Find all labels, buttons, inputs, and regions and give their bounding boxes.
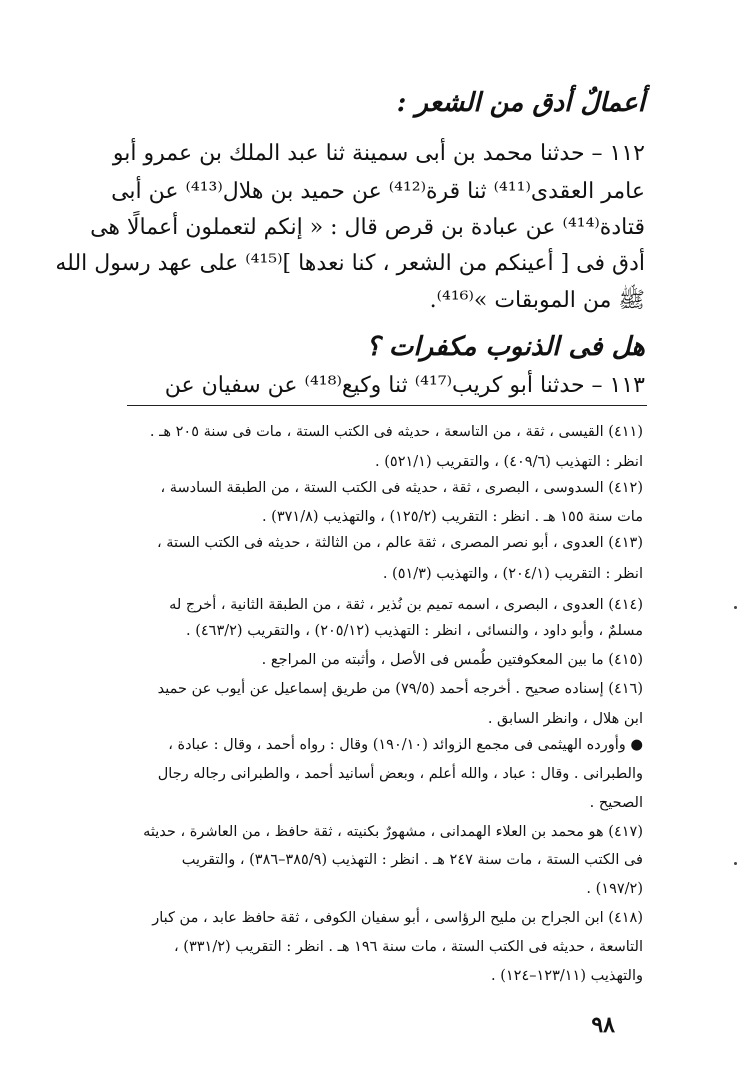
footnote-line: (٤١٣) العدوى ، أبو نصر المصرى ، ثقة عالم ، من الثالثة ، حديثه فى الكتب الستة ، xyxy=(156,535,643,551)
hadith-line: ١١٣ – حدثنا أبو كريب⁽⁴¹⁷⁾ ثنا وكيع⁽⁴¹⁸⁾ عن سفيان عن xyxy=(164,373,645,398)
footnote-line: (٤١٥) ما بين المعكوفتين طُمس فى الأصل ، وأثبته من المراجع . xyxy=(261,652,643,668)
hadith-line: ١١٢ – حدثنا محمد بن أبى سمينة ثنا عبد الملك بن عمرو أبو xyxy=(112,141,645,166)
footnote-line: (٤١٤) العدوى ، البصرى ، اسمه تميم بن نُذير ، ثقة ، من الطبقة الثانية ، أخرج له xyxy=(169,597,643,613)
hadith-line: عامر العقدى⁽⁴¹¹⁾ ثنا قرة⁽⁴¹²⁾ عن حميد بن هلال⁽⁴¹³⁾ عن أبى xyxy=(111,179,645,204)
footnote-line: (٤١١) القيسى ، ثقة ، من التاسعة ، حديثه فى الكتب الستة ، مات فى سنة ٢٠٥ هـ . xyxy=(149,424,643,440)
footnote-line: والطبرانى . وقال : عباد ، والله أعلم ، وبعض أسانيد أحمد ، والطبرانى رجاله رجال xyxy=(157,766,643,782)
footnote-line: (٤١٨) ابن الجراح بن مليح الرؤاسى ، أبو سفيان الكوفى ، ثقة حافظ عابد ، من كبار xyxy=(152,910,643,926)
footnote-line: والتهذيب (١٢٣/١١–١٢٤) . xyxy=(490,968,643,984)
hadith-line: ﷺ من الموبقات »⁽⁴¹⁶⁾. xyxy=(429,288,645,313)
footnote-line: ابن هلال ، وانظر السابق . xyxy=(487,711,643,727)
margin-speck xyxy=(734,862,737,865)
footnote-line: (١٩٧/٢) . xyxy=(586,881,643,897)
footnote-line: انظر : التقريب (٢٠٤/١) ، والتهذيب (٥١/٣) . xyxy=(382,566,643,582)
footnote-line: (٤١٧) هو محمد بن العلاء الهمدانى ، مشهورٌ بكنيته ، ثقة حافظ ، من العاشرة ، حديثه xyxy=(143,824,643,840)
footnote-line: (٤١٦) إسناده صحيح . أخرجه أحمد (٧٩/٥) من طريق إسماعيل عن أيوب عن حميد xyxy=(157,681,643,697)
hadith-line: أدق فى [ أعينكم من الشعر ، كنا نعدها ]⁽⁴¹⁵⁾ على عهد رسول الله xyxy=(55,251,645,276)
margin-speck xyxy=(734,606,737,609)
footnote-line: (٤١٢) السدوسى ، البصرى ، ثقة ، حديثه فى الكتب الستة ، من الطبقة السادسة ، xyxy=(160,480,643,496)
hadith-line: قتادة⁽⁴¹⁴⁾ عن عبادة بن قرص قال : « إنكم لتعملون أعمالًا هى xyxy=(90,215,645,240)
footnote-line: انظر : التهذيب (٤٠٩/٦) ، والتقريب (٥٢١/١) . xyxy=(375,454,643,470)
footnote-line: مسلمٌ ، وأبو داود ، والنسائى ، انظر : التهذيب (٢٠٥/١٢) ، والتقريب (٤٦٣/٢) . xyxy=(185,623,643,639)
footnote-line: فى الكتب الستة ، مات سنة ٢٤٧ هـ . انظر : التهذيب (٣٨٥/٩–٣٨٦) ، والتقريب xyxy=(181,852,643,868)
section-heading-2: هل فى الذنوب مكفرات ؟ xyxy=(366,332,645,362)
footnote-line: ● وأورده الهيثمى فى مجمع الزوائد (١٩٠/١٠) وقال : رواه أحمد ، وقال : عبادة ، xyxy=(168,737,643,753)
footnote-line: مات سنة ١٥٥ هـ . انظر : التقريب (١٢٥/٢) ، والتهذيب (٣٧١/٨) . xyxy=(261,509,643,525)
section-heading-1: أعمالٌ أدق من الشعر : xyxy=(396,88,645,118)
footnote-line: التاسعة ، حديثه فى الكتب الستة ، مات سنة ١٩٦ هـ . انظر : التقريب (٣٣١/٢) ، xyxy=(174,939,643,955)
footnote-separator xyxy=(127,405,647,406)
footnote-line: الصحيح . xyxy=(589,795,643,811)
page-number: ٩٨ xyxy=(591,1012,615,1038)
